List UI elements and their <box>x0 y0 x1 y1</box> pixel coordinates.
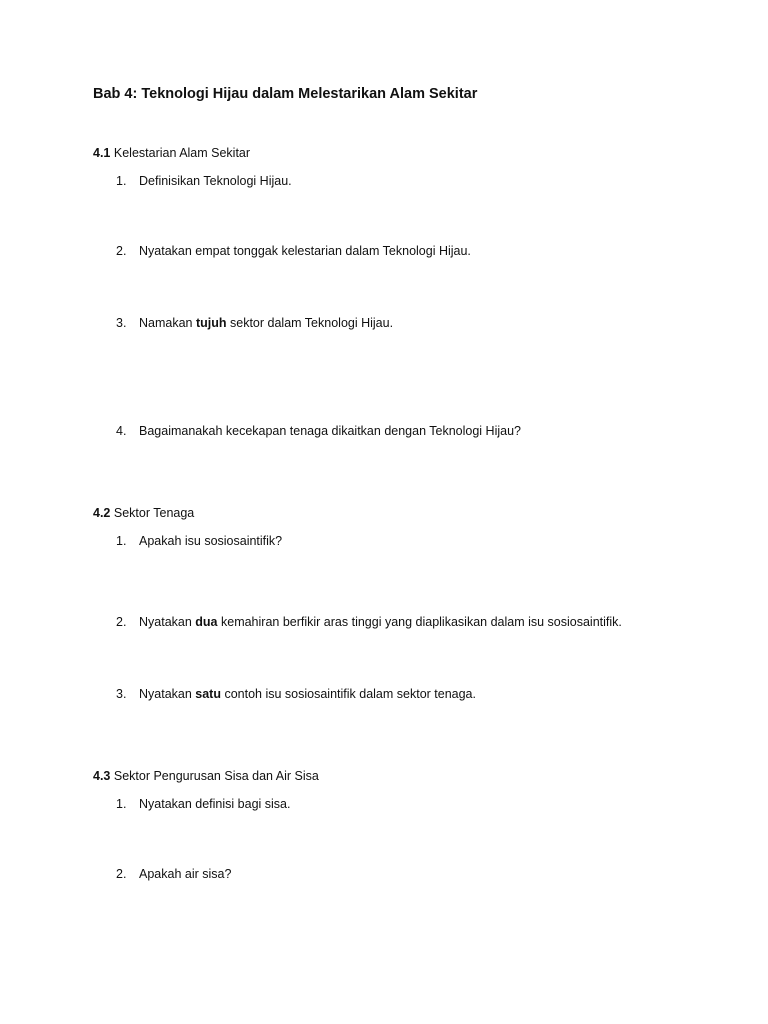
question-number: 1. <box>116 534 127 548</box>
question-text: Nyatakan empat tonggak kelestarian dalam Teknologi Hijau. <box>139 244 471 258</box>
question-number: 2. <box>116 867 127 881</box>
section-heading-4-3 <box>93 769 319 783</box>
question-number: 3. <box>116 316 127 330</box>
question-text: Namakan tujuh sektor dalam Teknologi Hijau. <box>139 316 394 330</box>
question-text: Apakah isu sosiosaintifik? <box>139 534 283 548</box>
section-number: 4.1 <box>93 146 111 160</box>
section-heading-4-2 <box>93 506 194 520</box>
question-text: Definisikan Teknologi Hijau. <box>139 174 292 188</box>
question-text: Nyatakan definisi bagi sisa. <box>139 797 291 811</box>
question-text: Bagaimanakah kecekapan tenaga dikaitkan dengan Teknologi Hijau? <box>139 424 521 438</box>
question-number: 4. <box>116 424 127 438</box>
section-title: Sektor Pengurusan Sisa dan Air Sisa <box>113 769 319 783</box>
question-number: 2. <box>116 244 127 258</box>
question-text: Nyatakan dua kemahiran berfikir aras tinggi yang diaplikasikan dalam isu sosiosaintifik. <box>139 615 622 629</box>
section-heading-4-1 <box>93 146 250 160</box>
section-number: 4.2 <box>93 506 111 520</box>
question-number: 1. <box>116 797 127 811</box>
section-title: Kelestarian Alam Sekitar <box>113 146 251 160</box>
question-text: Nyatakan satu contoh isu sosiosaintifik dalam sektor tenaga. <box>139 687 476 701</box>
section-number: 4.3 <box>93 769 111 783</box>
question-text: Apakah air sisa? <box>139 867 232 881</box>
question-number: 1. <box>116 174 127 188</box>
document-title: Bab 4: Teknologi Hijau dalam Melestarikan Alam Sekitar <box>93 86 478 102</box>
question-number: 2. <box>116 615 127 629</box>
section-title: Sektor Tenaga <box>113 506 195 520</box>
question-number: 3. <box>116 687 127 701</box>
